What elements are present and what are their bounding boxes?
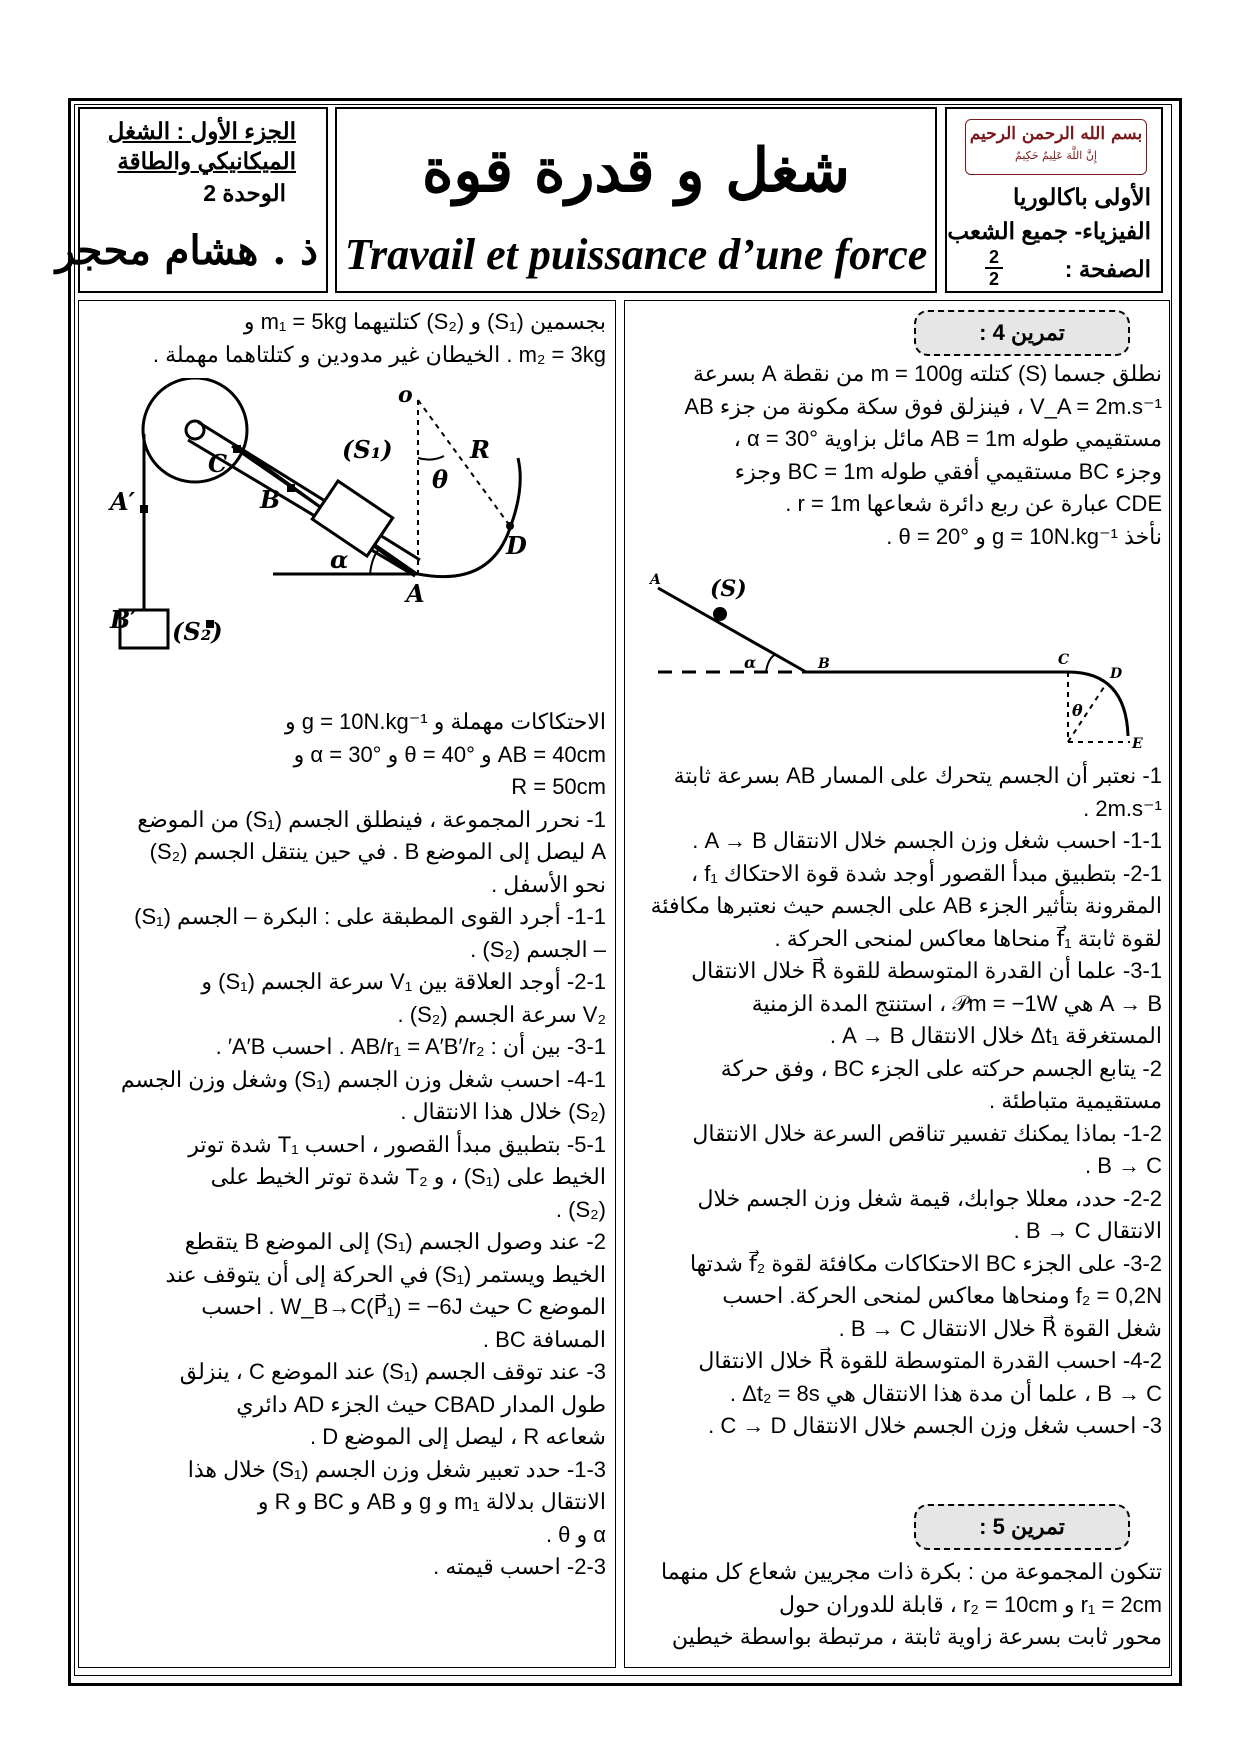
pulley-incline-diagram xyxy=(80,378,620,688)
header-title-box xyxy=(335,107,937,293)
ex5-line: تتكون المجموعة من : بكرة ذات مجريين شعاع كل منهما xyxy=(660,1559,1162,1584)
ex4-question-line: 3-1- علما أن القدرة المتوسطة للقوة R⃗ خلال الانتقال xyxy=(691,958,1162,983)
block-s1 xyxy=(312,481,392,556)
ex4-question-line: B → C . xyxy=(1084,1153,1162,1178)
label-alpha: α xyxy=(330,545,349,574)
track-label-a: A xyxy=(650,572,661,588)
label-o: o xyxy=(398,382,413,408)
header-info-box xyxy=(945,107,1163,293)
level-label: الأولى باكالوريا xyxy=(1013,184,1151,210)
left-intro xyxy=(88,306,606,371)
label-s1: (S₁) xyxy=(342,435,393,464)
ex4-question-line: f₂ = 0,2N ومنحاها معاكس لمنحى الحركة. احسب xyxy=(722,1283,1162,1308)
left-line: 5-1- بتطبيق مبدأ القصور ، احسب T₁ شدة توتر xyxy=(188,1131,606,1157)
left-line: m₂ = 3kg . الخيطان غير مدودين و كتلتاهما مهملة . xyxy=(152,341,606,367)
left-line: 1-1- أجرد القوى المطبقة على : البكرة – الجسم (S₁) xyxy=(134,904,606,929)
track-label-s: (S) xyxy=(710,576,747,602)
point-d xyxy=(506,522,514,530)
label-d: D xyxy=(506,531,527,560)
label-r: R xyxy=(470,435,490,464)
ex4-line: CDE عبارة عن ربع دائرة شعاعها r = 1m . xyxy=(785,491,1162,516)
left-line: الموضع C حيث W_B→C(P⃗₁) = −6J . احسب xyxy=(201,1294,606,1319)
radius-r xyxy=(418,400,510,526)
page-number: 2 xyxy=(988,247,999,267)
left-line: 4-1- احسب شغل وزن الجسم (S₁) وشغل وزن الجسم xyxy=(120,1066,606,1092)
left-line: بجسمين (S₁) و (S₂) كتلتيهما m₁ = 5kg و xyxy=(243,309,606,334)
track-label-theta: θ xyxy=(1072,701,1083,720)
marker-b xyxy=(287,484,295,492)
left-line: الانتقال بدلالة m₁ و g و AB و BC و R و xyxy=(257,1489,606,1514)
ex4-question-line: المستغرقة Δt₁ خلال الانتقال A → B . xyxy=(829,1023,1162,1048)
left-line: شعاعه R ، ليصل إلى الموضع D . xyxy=(310,1424,606,1449)
body-s xyxy=(713,607,727,621)
ex4-question-line: مستقيمية متباطئة . xyxy=(988,1088,1162,1113)
left-line: 1-3- حدد تعبير شغل وزن الجسم (S₁) خلال هذا xyxy=(187,1456,606,1482)
left-line: R = 50cm xyxy=(511,774,606,799)
ex4-question-line: 1-2- بماذا يمكنك تفسير تناقص السرعة خلال الانتقال xyxy=(692,1120,1162,1146)
marker-a-prime xyxy=(140,505,148,513)
logo-text: بسم الله الرحمن الرحيم xyxy=(969,124,1143,144)
left-line: V₂ سرعة الجسم (S₂) . xyxy=(397,1001,606,1027)
logo xyxy=(965,119,1147,175)
label-b: B xyxy=(260,485,281,514)
ex4-questions xyxy=(632,760,1162,1443)
part-line-2: الميكانيكي والطاقة xyxy=(117,148,296,174)
ex4-question-line: الانتقال B → C . xyxy=(1013,1218,1162,1243)
exercise-5-title: تمرين 5 : xyxy=(914,1504,1130,1550)
ex4-line: نطلق جسما (S) كتلته m = 100g من نقطة A بسرعة xyxy=(693,361,1162,386)
ex4-statement xyxy=(632,358,1162,553)
label-a-prime: A′ xyxy=(110,487,135,516)
ex4-question-line: A → B هي 𝒫m = −1W ، استنتج المدة الزمنية xyxy=(751,990,1162,1016)
ex5-statement xyxy=(632,1556,1162,1654)
ex4-question-line: 2m.s⁻¹ . xyxy=(1083,795,1162,821)
page-label: الصفحة : xyxy=(1064,256,1151,282)
left-line: الاحتكاكات مهملة و g = 10N.kg⁻¹ و xyxy=(284,709,606,734)
ex4-question-line: 3- احسب شغل وزن الجسم خلال الانتقال C → D . xyxy=(708,1413,1162,1438)
left-line: 2- عند وصول الجسم (S₁) إلى الموضع B يتقطع xyxy=(184,1229,606,1254)
ex4-question-line: شغل القوة R⃗ خلال الانتقال B → C . xyxy=(838,1315,1162,1341)
label-a: A xyxy=(406,579,425,608)
left-line: A ليصل إلى الموضع B . في حين ينتقل الجسم (S₂) xyxy=(149,839,606,864)
page-fraction xyxy=(985,247,1003,289)
track-label-b: B xyxy=(818,656,830,672)
track-label-alpha: α xyxy=(744,653,757,672)
ex4-question-line: المقرونة بتأثير الجزء AB على الجسم حيث نعتبرها مكافئة xyxy=(650,893,1162,918)
left-line: المسافة BC . xyxy=(482,1326,606,1352)
ex5-line: r₁ = 2cm و r₂ = 10cm ، قابلة للدوران حول xyxy=(779,1591,1162,1617)
ex4-line: V_A = 2m.s⁻¹ ، فينزلق فوق سكة مكونة من جزء AB xyxy=(684,393,1162,419)
ex4-question-line: 3-2- على الجزء BC الاحتكاكات مكافئة لقوة f⃗₂ شدتها xyxy=(689,1250,1162,1276)
left-body xyxy=(88,706,606,1584)
left-line: نحو الأسفل . xyxy=(491,871,606,897)
ex4-question-line: 4-2- احسب القدرة المتوسطة للقوة R⃗ خلال الانتقال xyxy=(698,1348,1162,1373)
alpha-arc-track xyxy=(766,654,776,672)
left-line: طول المدار CBAD حيث الجزء AD دائري xyxy=(236,1391,606,1417)
ex4-question-line: 1-1- احسب شغل وزن الجسم خلال الانتقال A → B . xyxy=(692,828,1162,853)
ex4-question-line: 2-1- بتطبيق مبدأ القصور أوجد شدة قوة الاحتكاك f₁ ، xyxy=(691,860,1162,886)
title-arabic: شغل و قدرة قوة xyxy=(422,136,850,206)
teacher-name: ذ . هشام محجر xyxy=(55,227,318,274)
left-line: الخيط على (S₁) ، و T₂ شدة توتر الخيط على xyxy=(210,1164,606,1189)
track-label-c: C xyxy=(1058,652,1070,668)
left-line: – الجسم (S₂) . xyxy=(470,936,606,962)
marker-c xyxy=(233,445,241,453)
left-line: (S₂) خلال هذا الانتقال . xyxy=(400,1099,606,1124)
ex5-line: محور ثابت بسرعة زاوية ثابتة ، مرتبطة بواسطة خيطين xyxy=(671,1624,1162,1649)
left-line: 3- عند توقف الجسم (S₁) عند الموضع C ، ينزلق xyxy=(179,1359,606,1384)
header-part-box xyxy=(55,107,328,293)
part-line-1: الجزء الأول : الشغل xyxy=(107,118,296,144)
left-line: 3-1- بين أن : AB/r₁ = A′B′/r₂ . احسب A′B′ . xyxy=(215,1034,606,1059)
page-total: 2 xyxy=(988,269,999,289)
ex4-question-line: B → C ، علما أن مدة هذا الانتقال هي Δt₂ = 8s . xyxy=(729,1380,1162,1406)
left-line: AB = 40cm و θ = 40° و α = 30° و xyxy=(293,741,606,767)
track-diagram xyxy=(648,566,1168,756)
label-s2: (S₂) xyxy=(172,617,223,646)
label-theta: θ xyxy=(432,465,449,494)
track-label-e: E xyxy=(1132,736,1143,752)
unit-label: الوحدة 2 xyxy=(203,180,286,206)
exercise-4-title: تمرين 4 : xyxy=(914,310,1130,356)
ex4-question-line: 1- نعتبر أن الجسم يتحرك على المسار AB بسرعة ثابتة xyxy=(673,763,1162,788)
label-c: C xyxy=(208,449,228,478)
left-line: 1- نحرر المجموعة ، فينطلق الجسم (S₁) من الموضع xyxy=(137,806,606,832)
theta-arc xyxy=(418,456,444,460)
left-line: 2-1- أوجد العلاقة بين V₁ سرعة الجسم (S₁) و xyxy=(201,969,606,994)
ex4-question-line: 2- يتابع الجسم حركته على الجزء BC ، وفق حركة xyxy=(720,1055,1162,1081)
left-line: الخيط ويستمر (S₁) في الحركة إلى أن يتوقف عند xyxy=(165,1261,606,1287)
ex4-line: مستقيمي طوله AB = 1m مائل بزاوية α = 30° ، xyxy=(733,426,1162,451)
ex4-line: نأخذ g = 10N.kg⁻¹ و θ = 20° . xyxy=(886,523,1162,549)
left-line: α و θ . xyxy=(545,1521,606,1547)
left-line: (S₂) . xyxy=(555,1196,606,1222)
ex4-question-line: لقوة ثابتة f⃗₁ منحاها معاكس لمنحى الحركة . xyxy=(774,925,1162,951)
ex4-line: وجزء BC مستقيمي أفقي طوله BC = 1m وجزء xyxy=(734,458,1162,484)
title-french: Travail et puissance d’une force xyxy=(344,230,928,279)
subject-label: الفيزياء- جميع الشعب xyxy=(947,218,1151,244)
track-label-d: D xyxy=(1110,666,1123,682)
left-line: 2-3- احسب قيمته . xyxy=(433,1554,606,1579)
logo-subtext: إِنَّ اللَّهَ عَلِيمٌ حَكِيمٌ xyxy=(1015,149,1097,162)
label-b-prime: B′ xyxy=(110,605,137,634)
ex4-question-line: 2-2- حدد، معللا جوابك، قيمة شغل وزن الجسم خلال xyxy=(697,1185,1162,1211)
